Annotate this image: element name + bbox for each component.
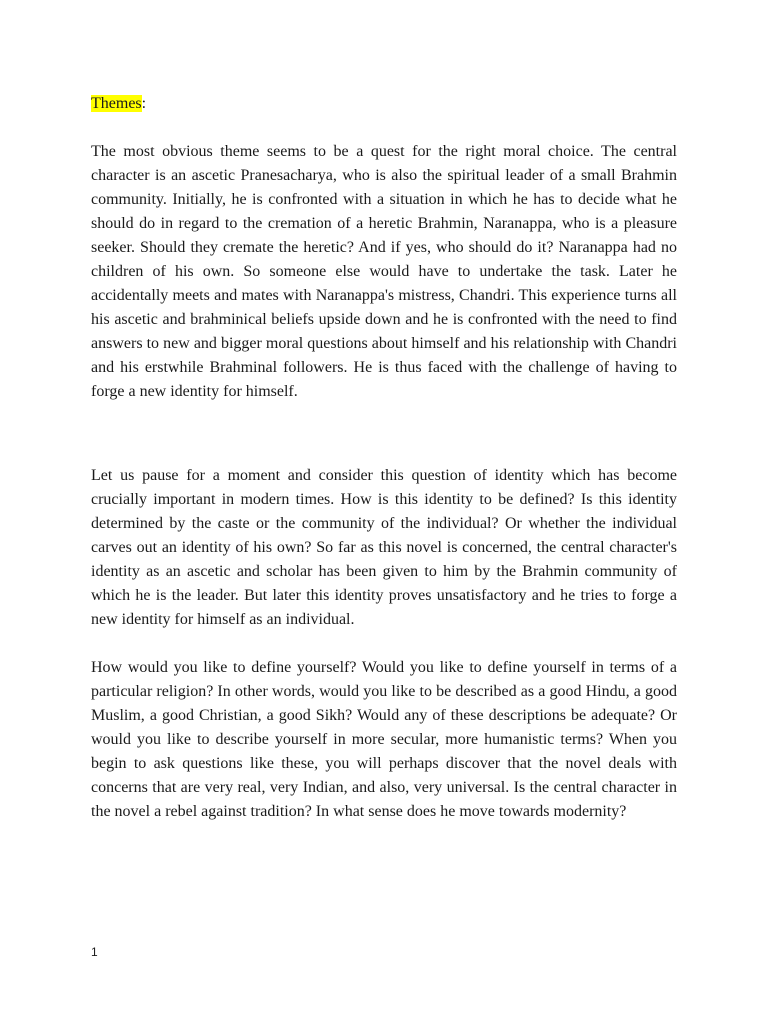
page-number: 1 <box>91 945 98 959</box>
themes-heading-highlight: Themes <box>91 95 142 112</box>
paragraph-identity: Let us pause for a moment and consider this question of identity which has become crucially important in modern times. How is this identity to be defined? Is this identity determined by the caste or the community of the individual? Or whether the individual carves out an identity of his own? So far as this novel is concerned, the central character's identity as an ascetic and scholar has been given to him by the Brahmin community of which he is the leader. But later this identity proves unsatisfactory and he tries to forge a new identity for himself as an individual. <box>91 467 677 628</box>
themes-heading <box>91 92 146 116</box>
themes-heading-colon: : <box>141 95 147 112</box>
paragraph-moral-choice: The most obvious theme seems to be a quest for the right moral choice. The central character is an ascetic Pranesacharya, who is also the spiritual leader of a small Brahmin community. Initially, he is confronted with a situation in which he has to decide what he should do in regard to the cremation of a heretic Brahmin, Naranappa, who is a pleasure seeker. Should they cremate the heretic? And if yes, who should do it? Naranappa had no children of his own. So someone else would have to undertake the task. Later he accidentally meets and mates with Naranappa's mistress, Chandri. This experience turns all his ascetic and brahminical beliefs upside down and he is confronted with the need to find answers to new and bigger moral questions about himself and his relationship with Chandri and his erstwhile Brahminal followers. He is thus faced with the challenge of having to forge a new identity for himself. <box>91 143 677 400</box>
paragraph-define-yourself: How would you like to define yourself? Would you like to define yourself in terms of a particular religion? In other words, would you like to be described as a good Hindu, a good Muslim, a good Christian, a good Sikh? Would any of these descriptions be adequate? Or would you like to describe yourself in more secular, more humanistic terms? When you begin to ask questions like these, you will perhaps discover that the novel deals with concerns that are very real, very Indian, and also, very universal. Is the central character in the novel a rebel against tradition? In what sense does he move towards modernity? <box>91 659 677 820</box>
